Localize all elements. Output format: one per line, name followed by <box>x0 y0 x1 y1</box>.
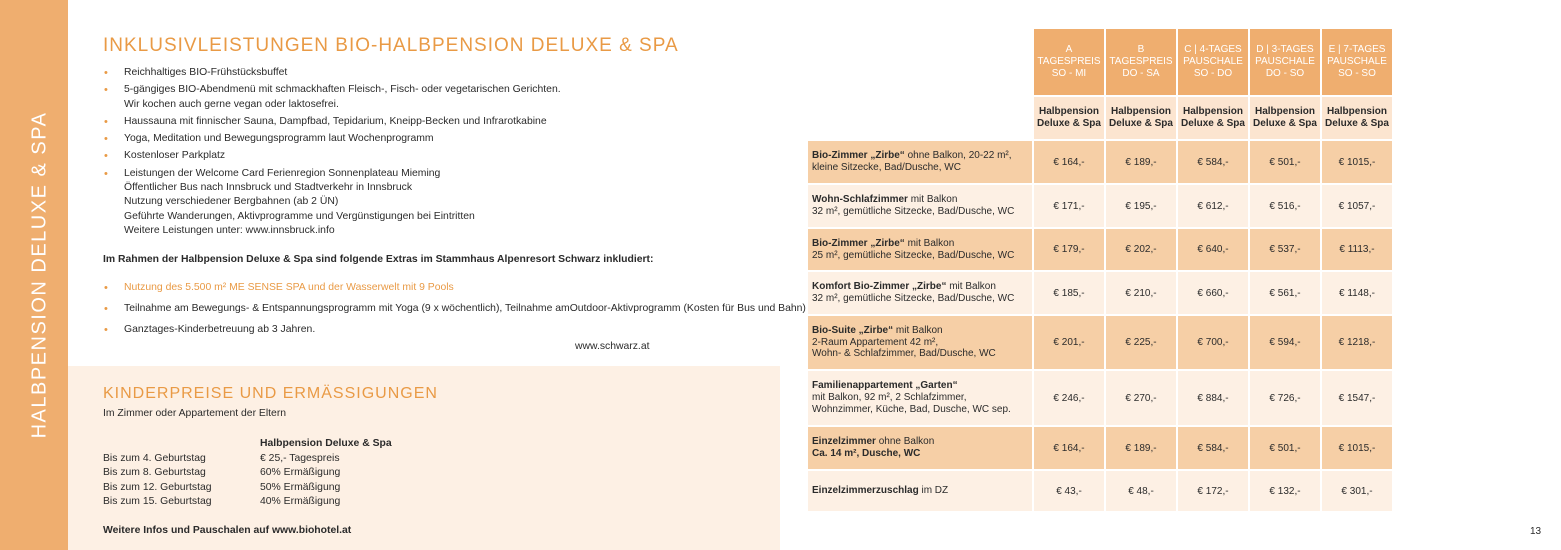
column-header <box>1322 29 1392 95</box>
column-header-line: PAUSCHALE <box>1327 55 1387 67</box>
room-detail: im DZ <box>918 485 949 497</box>
price-cell: € 195,- <box>1106 185 1176 227</box>
room-name: Bio-Zimmer „Zirbe“ <box>812 150 905 162</box>
room-detail: ohne Balkon <box>875 436 935 448</box>
price-cell: € 301,- <box>1322 471 1392 511</box>
column-header-line: SO - MI <box>1051 68 1087 80</box>
price-row <box>808 185 1392 227</box>
price-row <box>808 229 1392 270</box>
column-subheader <box>1250 97 1320 139</box>
extras-item-text: Nutzung des 5.500 m² ME SENSE SPA und der Wasserwelt mit 9 Pools <box>124 282 454 293</box>
price-cell: € 584,- <box>1178 427 1248 469</box>
inclusive-item-text: Weitere Leistungen unter: www.innsbruck.info <box>124 224 335 236</box>
price-cell: € 185,- <box>1034 272 1104 314</box>
inclusive-item-text: Geführte Wanderungen, Aktivprogramme und Vergünstigungen bei Eintritten <box>124 210 475 222</box>
kids-discount: 50% Ermäßigung <box>260 481 341 493</box>
inclusive-item-text: Öffentlicher Bus nach Innsbruck und Stadtverkehr in Innsbruck <box>124 182 413 194</box>
room-name: Wohn-Schlafzimmer <box>812 194 908 206</box>
inclusive-item-text: Wir kochen auch gerne vegan oder laktosefrei. <box>124 98 339 110</box>
bullet-icon: • <box>104 115 108 128</box>
price-cell: € 1547,- <box>1322 371 1392 425</box>
inclusive-item-text: 5-gängiges BIO-Abendmenü mit schmackhaften Fleisch-, Fisch- oder vegetarischen Gerichten. <box>124 84 561 96</box>
price-cell: € 726,- <box>1250 371 1320 425</box>
extras-item <box>103 300 806 318</box>
room-description <box>808 272 1032 314</box>
price-cell: € 225,- <box>1106 316 1176 369</box>
price-cell: € 189,- <box>1106 141 1176 183</box>
column-header-line: DO - SA <box>1122 68 1160 80</box>
room-title-line <box>812 485 1028 497</box>
room-detail-line: kleine Sitzecke, Bad/Dusche, WC <box>812 162 961 173</box>
price-row <box>808 471 1392 511</box>
column-subheader <box>1106 97 1176 139</box>
price-row <box>808 272 1392 314</box>
column-header-line: SO - SO <box>1338 68 1376 80</box>
kids-header-empty <box>103 437 260 452</box>
price-cell: € 594,- <box>1250 316 1320 369</box>
room-title-line <box>812 325 1028 337</box>
extras-list <box>103 279 806 342</box>
column-header-line: TAGESPREIS <box>1109 55 1173 67</box>
extras-item <box>103 279 663 297</box>
price-cell: € 246,- <box>1034 371 1104 425</box>
room-title-line <box>812 380 1028 392</box>
column-subheader-line: Halbpension <box>1254 105 1315 117</box>
price-cell: € 164,- <box>1034 427 1104 469</box>
room-description <box>808 371 1032 425</box>
price-cell: € 537,- <box>1250 229 1320 270</box>
room-detail-line: Wohn- & Schlafzimmer, Bad/Dusche, WC <box>812 348 996 360</box>
price-cell: € 1015,- <box>1322 141 1392 183</box>
kids-discount: 40% Ermäßigung <box>260 496 341 507</box>
column-subheader-line: Halbpension <box>1182 105 1243 117</box>
room-detail-line: 25 m², gemütliche Sitzecke, Bad/Dusche, WC <box>812 249 1015 261</box>
column-subheader-line: Halbpension <box>1110 105 1171 117</box>
column-subheader-line: Halbpension <box>1038 105 1099 117</box>
kids-discount: € 25,- Tagespreis <box>260 452 340 464</box>
bullet-icon: • <box>104 167 108 180</box>
bullet-icon: • <box>104 150 108 163</box>
room-detail: mit Balkon <box>946 281 996 293</box>
inclusive-item-text: Nutzung verschiedener Bergbahnen (ab 2 ÜN) <box>124 196 339 208</box>
column-subheader-line: Halbpension <box>1326 105 1387 117</box>
price-row <box>808 371 1392 425</box>
column-header-line: D | 3-TAGES <box>1256 43 1314 55</box>
price-cell: € 270,- <box>1106 371 1176 425</box>
column-header <box>1034 29 1104 95</box>
column-header-line: DO - SO <box>1265 68 1305 80</box>
column-header-line: SO - DO <box>1193 68 1233 80</box>
inclusive-item <box>103 83 703 112</box>
price-cell: € 561,- <box>1250 272 1320 314</box>
room-description <box>808 316 1032 369</box>
price-cell: € 179,- <box>1034 229 1104 270</box>
price-cell: € 132,- <box>1250 471 1320 511</box>
room-name: Familienappartement „Garten“ <box>812 380 958 392</box>
side-title: HALBPENSION DELUXE & SPA <box>28 111 51 439</box>
price-cell: € 700,- <box>1178 316 1248 369</box>
kids-column-header: Halbpension Deluxe & Spa <box>260 438 392 449</box>
room-name: Einzelzimmerzuschlag <box>812 485 919 497</box>
inclusive-item <box>103 115 703 129</box>
inclusive-item <box>103 132 703 146</box>
extras-intro: Im Rahmen der Halbpension Deluxe & Spa sind folgende Extras im Stammhaus Alpenresort Schwarz inkludiert: <box>103 254 654 265</box>
extras-item-text: Teilnahme am Bewegungs- & Entspannungsprogramm mit Yoga (9 x wöchentlich), Teilnahme am <box>124 303 570 314</box>
price-cell: € 501,- <box>1250 427 1320 469</box>
column-header-line: B <box>1137 43 1145 55</box>
column-subheader-line: Deluxe & Spa <box>1037 118 1101 129</box>
room-description <box>808 185 1032 227</box>
room-detail: mit Balkon <box>893 324 943 336</box>
website-link[interactable]: www.schwarz.at <box>575 341 650 352</box>
column-header-line: E | 7-TAGES <box>1328 43 1386 55</box>
price-cell: € 584,- <box>1178 141 1248 183</box>
extras-item-text: Ganztages-Kinderbetreuung ab 3 Jahren. <box>124 324 316 335</box>
inclusive-item <box>103 167 703 238</box>
price-cell: € 1113,- <box>1322 229 1392 270</box>
side-bar <box>0 0 68 550</box>
price-cell: € 1057,- <box>1322 185 1392 227</box>
room-detail: mit Balkon <box>907 194 958 206</box>
room-detail-line: 2-Raum Appartement 42 m², <box>812 336 939 348</box>
price-cell: € 201,- <box>1034 316 1104 369</box>
room-description <box>808 141 1032 183</box>
kids-age: Bis zum 8. Geburtstag <box>103 467 206 478</box>
bullet-icon: • <box>104 303 108 315</box>
inclusive-list <box>103 66 703 241</box>
kids-table <box>103 437 392 510</box>
room-detail-line: 32 m², gemütliche Sitzecke, Bad/Dusche, WC <box>812 206 1015 217</box>
room-name: Komfort Bio-Zimmer „Zirbe“ <box>812 281 947 293</box>
extras-item <box>103 321 663 339</box>
room-detail-line: mit Balkon, 92 m², 2 Schlafzimmer, <box>812 392 967 404</box>
kids-row <box>103 495 392 510</box>
column-subheader <box>1178 97 1248 139</box>
column-header-line: A <box>1065 43 1073 55</box>
room-description <box>808 427 1032 469</box>
price-cell: € 660,- <box>1178 272 1248 314</box>
price-cell: € 43,- <box>1034 471 1104 511</box>
price-cell: € 202,- <box>1106 229 1176 270</box>
inclusive-heading: INKLUSIVLEISTUNGEN BIO-HALBPENSION DELUXE & SPA <box>103 35 679 56</box>
column-subheader-line: Deluxe & Spa <box>1109 118 1173 129</box>
kids-row <box>103 466 392 481</box>
bullet-icon: • <box>104 282 108 294</box>
kids-subtitle: Im Zimmer oder Appartement der Eltern <box>103 408 287 419</box>
column-header-line: PAUSCHALE <box>1255 55 1315 67</box>
price-cell: € 189,- <box>1106 427 1176 469</box>
bullet-icon: • <box>104 133 108 146</box>
room-detail: ohne Balkon, 20-22 m², <box>904 150 1012 162</box>
room-title-line <box>812 238 1028 250</box>
kids-row <box>103 452 392 467</box>
price-cell: € 501,- <box>1250 141 1320 183</box>
inclusive-item-text: Kostenloser Parkplatz <box>124 150 226 162</box>
room-title-line <box>812 281 1028 293</box>
column-subheader <box>1322 97 1392 139</box>
kids-discount: 60% Ermäßigung <box>260 467 341 478</box>
header-corner <box>808 29 1032 95</box>
column-header-line: C | 4-TAGES <box>1184 43 1242 55</box>
kids-row <box>103 481 392 496</box>
column-subheader-line: Deluxe & Spa <box>1253 118 1317 129</box>
price-cell: € 612,- <box>1178 185 1248 227</box>
bullet-icon: • <box>104 324 108 336</box>
price-cell: € 1218,- <box>1322 316 1392 369</box>
kids-age: Bis zum 15. Geburtstag <box>103 496 212 507</box>
price-cell: € 210,- <box>1106 272 1176 314</box>
inclusive-item-text: Reichhaltiges BIO-Frühstücksbuffet <box>124 67 288 78</box>
price-cell: € 884,- <box>1178 371 1248 425</box>
kids-age: Bis zum 4. Geburtstag <box>103 452 206 464</box>
price-row <box>808 316 1392 369</box>
inclusive-item-text: Leistungen der Welcome Card Ferienregion Sonnenplateau Mieming <box>124 167 441 179</box>
kids-footer: Weitere Infos und Pauschalen auf www.biohotel.at <box>103 525 352 536</box>
room-detail-line: Ca. 14 m², Dusche, WC <box>812 448 921 459</box>
column-subheader-line: Deluxe & Spa <box>1181 118 1245 129</box>
column-header-line: TAGESPREIS <box>1037 55 1101 67</box>
room-description <box>808 229 1032 270</box>
kids-age: Bis zum 12. Geburtstag <box>103 481 212 493</box>
room-description <box>808 471 1032 511</box>
inclusive-item-text: Yoga, Meditation und Bewegungsprogramm laut Wochenprogramm <box>124 133 434 145</box>
price-cell: € 1148,- <box>1322 272 1392 314</box>
inclusive-item-text: Haussauna mit finnischer Sauna, Dampfbad, Tepidarium, Kneipp-Becken und Infrarotkabine <box>124 115 547 127</box>
inclusive-item <box>103 66 703 80</box>
column-subheader-line: Deluxe & Spa <box>1325 118 1389 129</box>
column-subheader <box>1034 97 1104 139</box>
column-header <box>1106 29 1176 95</box>
room-title-line <box>812 150 1028 162</box>
column-header-line: PAUSCHALE <box>1183 55 1243 67</box>
price-cell: € 172,- <box>1178 471 1248 511</box>
price-cell: € 164,- <box>1034 141 1104 183</box>
room-name: Bio-Zimmer „Zirbe“ <box>812 237 905 249</box>
room-title-line <box>812 436 1028 448</box>
inclusive-item <box>103 149 703 163</box>
column-header <box>1178 29 1248 95</box>
price-row <box>808 427 1392 469</box>
room-detail-line: 32 m², gemütliche Sitzecke, Bad/Dusche, WC <box>812 293 1015 304</box>
bullet-icon: • <box>104 84 108 97</box>
price-row <box>808 141 1392 183</box>
bullet-icon: • <box>104 67 108 79</box>
room-detail-line: Wohnzimmer, Küche, Bad, Dusche, WC sep. <box>812 403 1011 415</box>
price-table <box>806 27 1394 513</box>
room-detail: mit Balkon <box>904 237 955 249</box>
price-cell: € 1015,- <box>1322 427 1392 469</box>
price-cell: € 171,- <box>1034 185 1104 227</box>
subheader-corner <box>808 97 1032 139</box>
price-cell: € 640,- <box>1178 229 1248 270</box>
room-title-line <box>812 194 1028 206</box>
page-number: 13 <box>1530 526 1542 537</box>
extras-item-text: Outdoor-Aktivprogramm (Kosten für Bus und Bahn) <box>569 303 806 314</box>
room-name: Einzelzimmer <box>812 436 876 448</box>
column-header <box>1250 29 1320 95</box>
kids-heading: KINDERPREISE UND ERMÄSSIGUNGEN <box>103 385 438 402</box>
price-cell: € 516,- <box>1250 185 1320 227</box>
price-cell: € 48,- <box>1106 471 1176 511</box>
room-name: Bio-Suite „Zirbe“ <box>812 324 894 336</box>
